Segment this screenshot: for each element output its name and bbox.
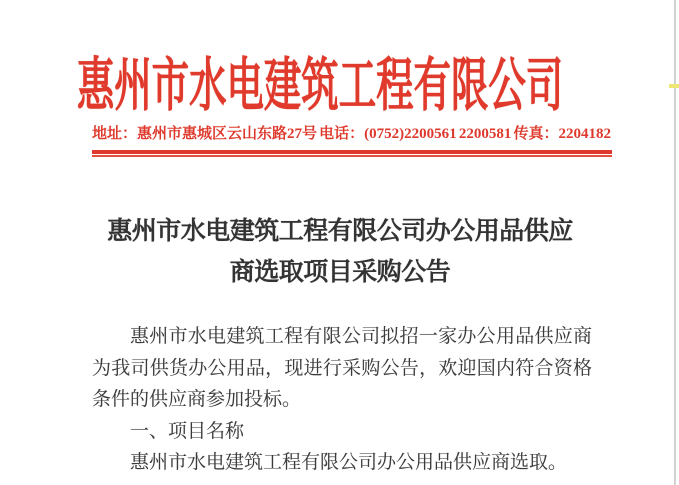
section-heading-project-name: 一、项目名称 [130, 420, 245, 442]
letterhead-rule-thin [92, 155, 612, 157]
document-title [40, 211, 640, 293]
letterhead-rule-thick [92, 150, 612, 154]
document-title-line1: 惠州市水电建筑工程有限公司办公用品供应 [107, 218, 573, 245]
paragraph-project-name: 惠州市水电建筑工程有限公司办公用品供应商选取。 [130, 452, 568, 473]
company-name: 惠州市水电建筑工程有限公司 [76, 53, 564, 118]
paper-edge-line [674, 0, 676, 485]
company-address: 地址：惠州市惠城区云山东路27号 [92, 126, 318, 142]
paragraph-intro: 惠州市水电建筑工程有限公司拟招一家办公用品供应商为我司供货办公用品，现进行采购公告，欢迎国内符合资格条件的供应商参加投标。 [92, 326, 592, 410]
document-body [92, 321, 592, 479]
company-phone-alt: 2200581 [458, 126, 512, 142]
scan-artifact-yellow-dash [669, 84, 679, 88]
document-title-line2: 商选取项目采购公告 [229, 259, 451, 286]
letterhead-contact-row [92, 122, 611, 143]
company-phone: 电话：(0752)2200561 [319, 126, 457, 142]
company-fax: 传真：2204182 [513, 126, 611, 142]
